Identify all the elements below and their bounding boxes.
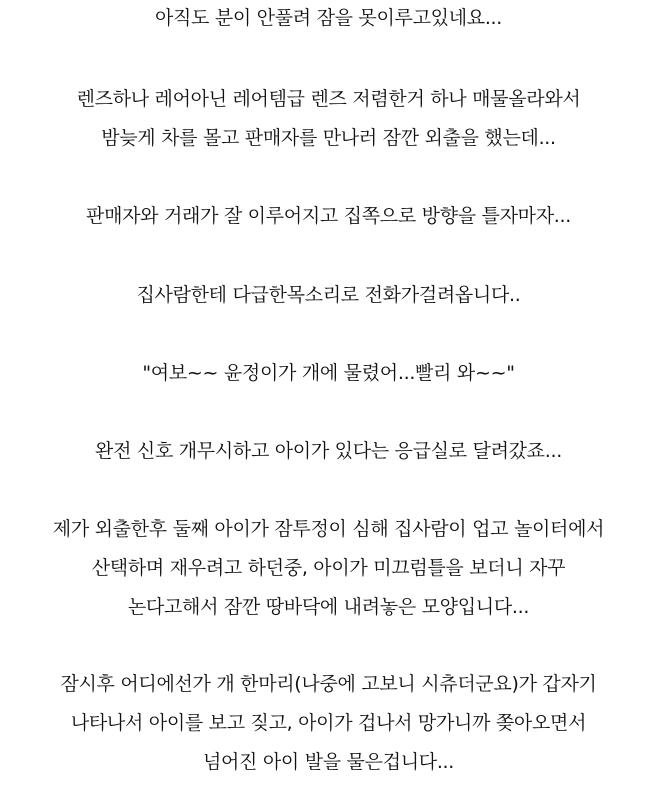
text-line: 아직도 분이 안풀려 잠을 못이루고있네요... — [154, 7, 503, 29]
text-line: 산택하며 재우려고 하던중, 아이가 미끄럼틀을 보더니 자꾸 — [91, 557, 566, 579]
text-line: 나타나서 아이를 보고 짖고, 아이가 겁나서 망가니까 쫒아오면서 — [70, 712, 587, 734]
text-line: 넘어진 아이 발을 물은겁니다... — [202, 751, 455, 773]
text-line: 잠시후 어디에선가 개 한마리(나중에 고보니 시츄더군요)가 갑자기 — [60, 673, 597, 695]
text-line: 논다고해서 잠깐 땅바닥에 내려놓은 모양입니다... — [127, 596, 530, 618]
text-line: 제가 외출한후 둘째 아이가 잠투정이 심해 집사람이 업고 놀이터에서 — [52, 518, 605, 540]
text-line: 렌즈하나 레어아닌 레어템급 렌즈 저렴한거 하나 매물올라와서 — [76, 88, 581, 110]
text-line: "여보~~ 윤정이가 개에 물렸어...빨리 와~~" — [142, 362, 515, 384]
text-line: 집사람한테 다급한목소리로 전화가걸려옵니다.. — [136, 284, 521, 306]
text-line: 판매자와 거래가 잘 이루어지고 집쪽으로 방향을 틀자마자... — [86, 205, 571, 227]
text-line: 완전 신호 개무시하고 아이가 있다는 응급실로 달려갔죠... — [95, 440, 562, 462]
text-line: 밤늦게 차를 몰고 판매자를 만나러 잠깐 외출을 했는데... — [101, 127, 556, 149]
